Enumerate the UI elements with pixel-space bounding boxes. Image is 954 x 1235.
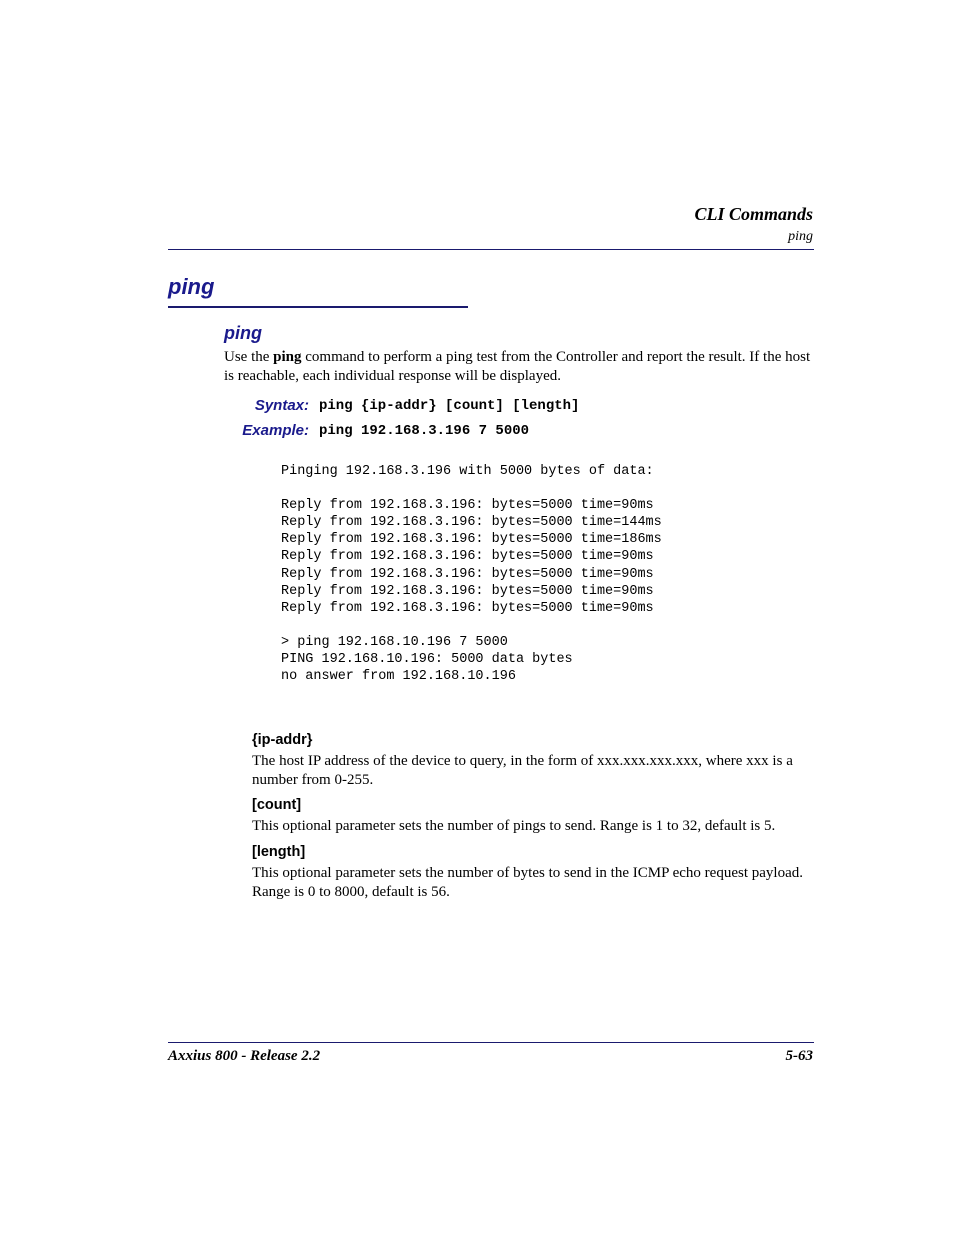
param-ip-addr-desc: The host IP address of the device to query, in the form of xxx.xxx.xxx.xxx, where xxx is a number from 0-255.: [252, 753, 793, 788]
example-value: ping 192.168.3.196 7 5000: [319, 423, 530, 439]
section-title-underline: [168, 306, 468, 308]
syntax-label: Syntax:: [254, 397, 309, 414]
output-line: no answer from 192.168.10.196: [281, 669, 516, 685]
running-header-title: CLI Commands: [694, 204, 813, 224]
syntax-value: ping {ip-addr} [count] [length]: [319, 398, 580, 414]
intro-text-after: command to perform a ping test from the Controller and report the result. If the host is reachable, each individual response will be displayed.: [224, 349, 811, 384]
output-line: Pinging 192.168.3.196 with 5000 bytes of data:: [281, 464, 654, 479]
output-line: Reply from 192.168.3.196: bytes=5000 time=90ms: [281, 498, 654, 514]
output-line: Reply from 192.168.3.196: bytes=5000 time=90ms: [281, 566, 654, 582]
footer-divider: [168, 1042, 814, 1043]
output-line: Reply from 192.168.3.196: bytes=5000 time=90ms: [281, 583, 654, 599]
section-title: ping: [168, 274, 215, 299]
page-number: 5-63: [785, 1048, 813, 1064]
output-line: Reply from 192.168.3.196: bytes=5000 time=90ms: [281, 600, 654, 616]
intro-paragraph: [224, 348, 814, 386]
example-label: Example:: [242, 422, 309, 439]
output-line: PING 192.168.10.196: 5000 data bytes: [281, 652, 573, 668]
footer-product: Axxius 800 - Release 2.2: [168, 1048, 321, 1064]
param-count-desc: This optional parameter sets the number of pings to send. Range is 1 to 32, default is 5.: [252, 818, 776, 834]
intro-text-before: Use the: [224, 349, 274, 365]
output-line: Reply from 192.168.3.196: bytes=5000 time=186ms: [281, 532, 662, 548]
param-count-name: [count]: [252, 797, 302, 813]
output-line: > ping 192.168.10.196 7 5000: [281, 634, 508, 650]
param-length-desc: This optional parameter sets the number of bytes to send in the ICMP echo request payload. Range is 0 to 8000, default is 56.: [252, 865, 803, 900]
header-divider: [168, 249, 814, 250]
command-output: [281, 463, 662, 685]
output-line: Reply from 192.168.3.196: bytes=5000 time=144ms: [281, 515, 662, 531]
param-ip-addr-name: {ip-addr}: [252, 732, 313, 748]
output-line: Reply from 192.168.3.196: bytes=5000 time=90ms: [281, 549, 654, 565]
intro-command: ping: [273, 349, 302, 365]
subsection-title: ping: [224, 323, 262, 343]
running-header-subtitle: ping: [788, 229, 813, 244]
param-length-name: [length]: [252, 844, 306, 860]
